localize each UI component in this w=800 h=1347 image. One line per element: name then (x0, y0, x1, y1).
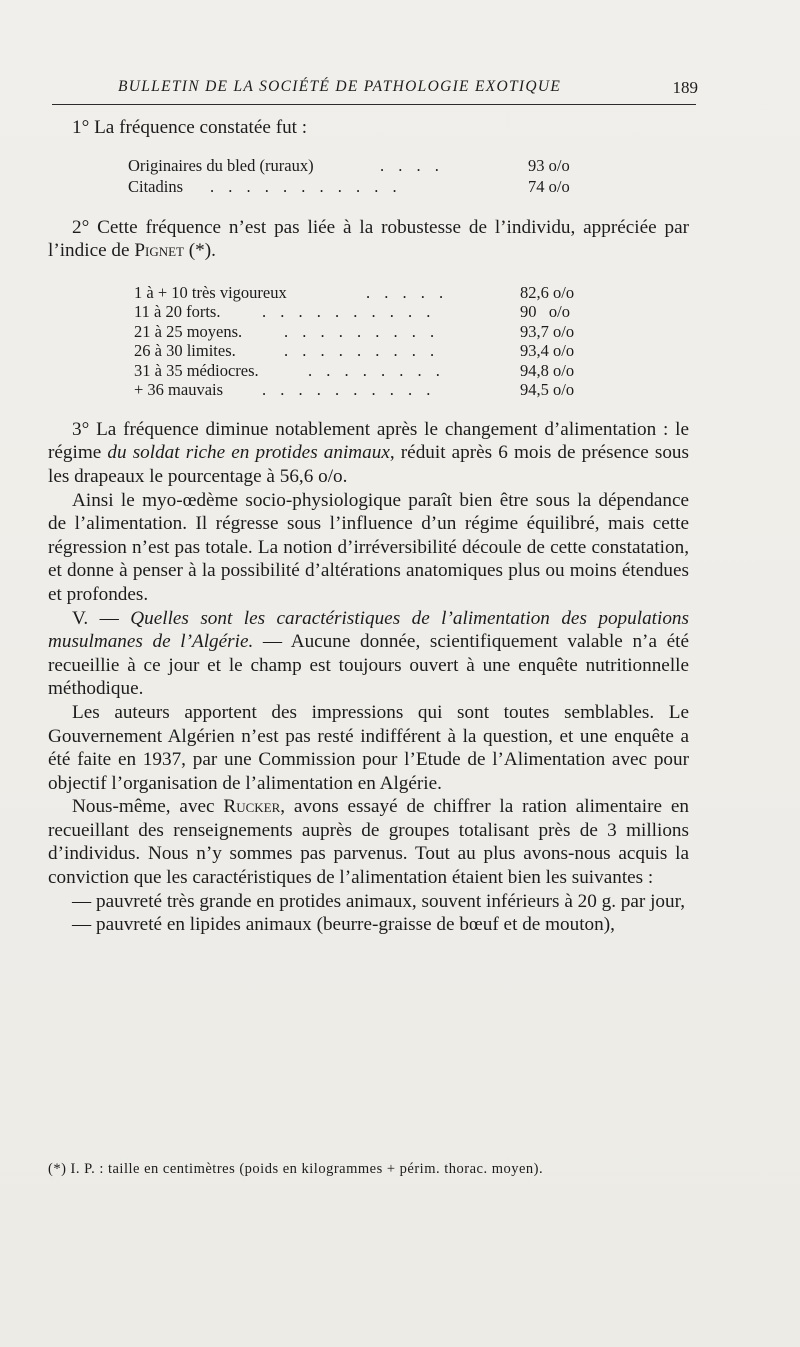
list-item (48, 175, 689, 196)
row-value: 94,5 o/o (520, 380, 575, 400)
row-label: Citadins (128, 176, 184, 196)
paragraph-nous-meme (48, 795, 689, 889)
italic-phrase: du soldat riche en protides animaux (107, 442, 390, 464)
row-label: 1 à + 10 très vigoureux (134, 282, 287, 302)
journal-title: BULLETIN DE LA SOCIÉTÉ DE PATHOLOGIE EXOTIQUE (118, 78, 562, 95)
header-rule (52, 104, 696, 105)
row-value: 94,8 o/o (520, 360, 575, 380)
row-label: Originaires du bled (ruraux) (128, 155, 314, 175)
author-name: Rucker (223, 796, 281, 818)
section-number: V. — (72, 607, 131, 629)
section-v-paragraph (48, 607, 689, 701)
text-segment: 2° Cette fréquence n’est pas liée à la robustesse de l’individu, appréciée par l’indice de (48, 216, 689, 262)
dash-item-lipides: — pauvreté en lipides animaux (beurre-graisse de bœuf et de mouton), (72, 914, 615, 936)
row-value: 93 o/o (528, 155, 570, 175)
text-segment: , réduit après 6 mois de présence sous les drapeaux le pourcentage à 56,6 o/o. (48, 442, 689, 487)
list-item (48, 320, 689, 340)
section-2-text (48, 216, 689, 263)
body-text (48, 116, 689, 937)
running-header (48, 78, 698, 102)
row-label: 21 à 25 moyens. (134, 321, 243, 341)
row-value: 93,7 o/o (520, 321, 575, 341)
leader-dots: . . . . . . . . . (284, 341, 440, 361)
section-heading: Quelles sont les caractéristiques de l’alimentation des populations musulmanes de l’Algérie. (48, 607, 689, 653)
paragraph-ainsi: Ainsi le myo-œdème socio-physiologique paraît bien être sous la dépendance de l’alimentation. Il régresse sous l’influence d’un régime équilibré, mais cette régression n’est pas totale. La notion d’irréversibilité découle de cette constatation, et donne à penser à la possibilité d’altérations anatomiques plus ou moins étendues et profondes. (48, 489, 689, 605)
row-label: 11 à 20 forts. (134, 302, 221, 322)
section-1-intro: 1° La fréquence constatée fut : (72, 117, 308, 138)
paragraph-auteurs: Les auteurs apportent des impressions qui sont toutes semblables. Le Gouvernement Algérien n’est pas resté indifférent à la question, et une enquête a été faite en 1937, par une Commission pour l’Etude de l’Alimentation avec pour objectif l’organisation de l’alimentation en Algérie. (48, 701, 689, 794)
list-item (48, 339, 689, 359)
list-item (48, 154, 689, 175)
leader-dots: . . . . . . . . (308, 360, 445, 380)
leader-dots: . . . . . . . . . . . (210, 176, 402, 196)
leader-dots: . . . . . . . . . (284, 321, 440, 341)
dash-item-protides: — pauvreté très grande en protides animaux, souvent inférieurs à 20 g. par jour, (72, 890, 686, 912)
leader-dots: . . . . . . . . . . (262, 380, 436, 400)
list-item (48, 378, 689, 398)
text-segment: , avons essayé de chiffrer la ration alimentaire en recueillant des renseignements auprès de groupes totalisant près de 3 millions d’individus. Nous n’y sommes pas parvenus. Tout au plus avons-nous acquis la conviction que les caractéristiques de l’alimentation étaient bien les suivantes : (48, 796, 689, 889)
author-name: Pignet (134, 240, 184, 262)
row-value: 90 o/o (520, 302, 570, 322)
leader-dots: . . . . (380, 155, 444, 175)
page-number: 189 (672, 78, 698, 97)
section-3-text (48, 418, 689, 489)
leader-dots: . . . . . . . . . . (262, 302, 436, 322)
row-label: + 36 mauvais (134, 380, 224, 400)
text-segment: Nous-même, avec (72, 796, 224, 818)
row-label: 31 à 35 médiocres. (134, 360, 259, 380)
row-label: 26 à 30 limites. (134, 341, 236, 361)
row-value: 82,6 o/o (520, 282, 575, 302)
list-item (48, 359, 689, 379)
list-item (48, 300, 689, 320)
list-item (48, 281, 689, 301)
text-segment: (*). (183, 240, 216, 262)
origin-frequency-list (48, 154, 689, 196)
row-value: 93,4 o/o (520, 341, 575, 361)
text-segment: 3° La fréquence diminue notablement après le changement d’alimentation : le régime (48, 418, 689, 464)
text-segment: — Aucune donnée, scientifiquement valable n’a été recueillie à ce jour et le champ est toujours ouvert à une enquête nutritionnelle méthodique. (48, 631, 689, 700)
leader-dots: . . . . . (366, 282, 449, 302)
row-value: 74 o/o (528, 176, 570, 196)
footnote: (*) I. P. : taille en centimètres (poids en kilogrammes + périm. thorac. moyen). (48, 1161, 544, 1177)
pignet-index-list (48, 281, 689, 398)
